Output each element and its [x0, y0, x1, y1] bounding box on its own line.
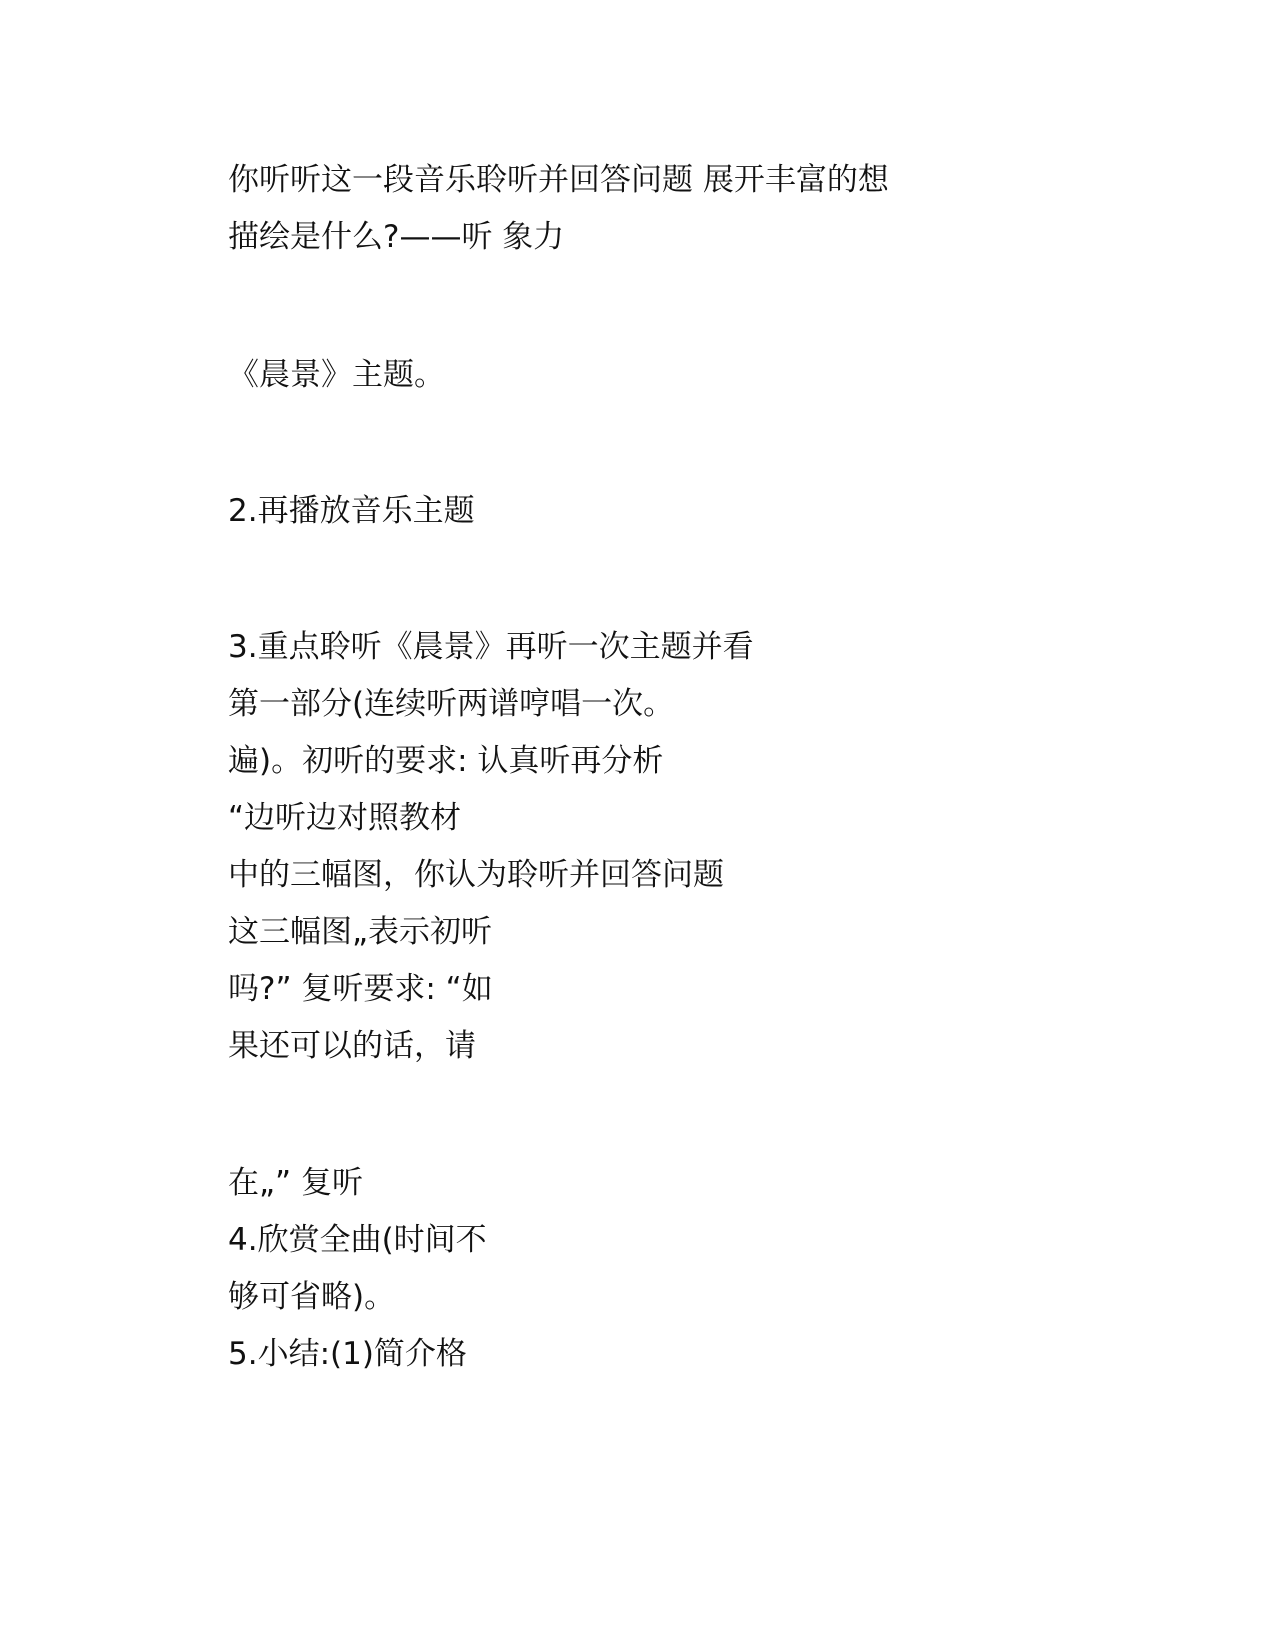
text-line: 描绘是什么?——听 象力	[228, 219, 565, 255]
text-line: 够可省略)。	[228, 1279, 396, 1315]
text-line: 《晨景》主题。	[228, 357, 445, 393]
text-line: 果还可以的话，请	[228, 1028, 476, 1064]
text-line: 你听听这一段音乐聆听并回答问题 展开丰富的想	[228, 162, 889, 198]
text-line: 3.重点聆听《晨景》再听一次主题并看	[228, 629, 754, 665]
text-line: 在„” 复听	[228, 1165, 363, 1201]
text-line: 吗?” 复听要求: “如	[228, 971, 493, 1007]
text-line: “边听边对照教材	[228, 800, 462, 836]
text-line: 5.小结:(1)简介格	[228, 1336, 467, 1372]
text-line: 4.欣赏全曲(时间不	[228, 1222, 487, 1258]
text-line: 遍)。初听的要求: 认真听再分析	[228, 743, 664, 779]
text-line: 2.再播放音乐主题	[228, 493, 475, 529]
text-line: 第一部分(连续听两谱哼唱一次。	[228, 686, 675, 722]
text-line: 这三幅图„表示初听	[228, 914, 493, 950]
text-line: 中的三幅图，你认为聆听并回答问题	[228, 857, 724, 893]
